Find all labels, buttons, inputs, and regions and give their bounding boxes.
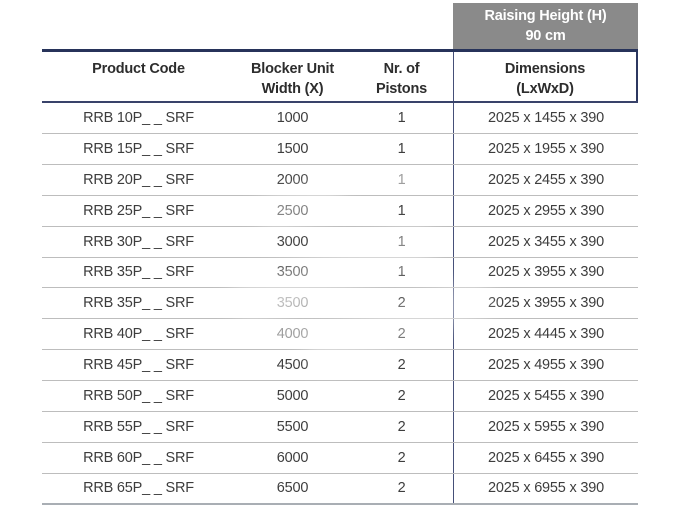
cell-blocker-width: 2000 bbox=[276, 171, 309, 188]
raising-height-value: 90 cm bbox=[525, 28, 566, 44]
cell-dimensions: 2025 x 3455 x 390 bbox=[453, 227, 638, 257]
cell-pistons: 1 bbox=[397, 140, 406, 157]
table-row bbox=[42, 412, 638, 443]
cell-pistons: 2 bbox=[397, 480, 406, 497]
table-row bbox=[42, 381, 638, 412]
cell-blocker-width: 2500 bbox=[276, 202, 309, 219]
cell-product-code: RRB 20P_ _ SRF bbox=[83, 171, 194, 188]
cell-dimensions: 2025 x 4445 x 390 bbox=[453, 319, 638, 349]
cell-product-code: RRB 60P_ _ SRF bbox=[83, 449, 194, 466]
cell-pistons: 2 bbox=[397, 295, 406, 312]
table-row bbox=[42, 103, 638, 134]
cell-pistons: 1 bbox=[397, 171, 406, 188]
cell-pistons: 1 bbox=[397, 233, 406, 250]
column-header-dimensions bbox=[453, 52, 638, 101]
cell-blocker-width: 4000 bbox=[276, 326, 309, 343]
table-row bbox=[42, 288, 638, 319]
cell-product-code: RRB 25P_ _ SRF bbox=[83, 202, 194, 219]
table-row bbox=[42, 350, 638, 381]
table-header-row bbox=[42, 49, 638, 103]
table-row bbox=[42, 227, 638, 258]
cell-product-code: RRB 30P_ _ SRF bbox=[83, 233, 194, 250]
cell-product-code: RRB 35P_ _ SRF bbox=[83, 295, 194, 312]
cell-product-code: RRB 10P_ _ SRF bbox=[83, 109, 194, 126]
cell-dimensions: 2025 x 2455 x 390 bbox=[453, 165, 638, 195]
cell-dimensions: 2025 x 5955 x 390 bbox=[453, 412, 638, 442]
cell-blocker-width: 1000 bbox=[276, 109, 309, 126]
cell-product-code: RRB 65P_ _ SRF bbox=[83, 480, 194, 497]
header-line: Blocker Unit bbox=[250, 61, 334, 77]
raising-height-header bbox=[453, 3, 638, 49]
cell-pistons: 1 bbox=[397, 264, 406, 281]
cell-blocker-width: 3000 bbox=[276, 233, 309, 250]
cell-dimensions: 2025 x 5455 x 390 bbox=[453, 381, 638, 411]
table-row bbox=[42, 258, 638, 289]
product-spec-table bbox=[42, 49, 638, 505]
cell-blocker-width: 5000 bbox=[276, 388, 309, 405]
cell-pistons: 2 bbox=[397, 388, 406, 405]
column-header-nr-of-pistons bbox=[350, 52, 453, 101]
cell-blocker-width: 3500 bbox=[276, 264, 309, 281]
cell-pistons: 2 bbox=[397, 419, 406, 436]
raising-height-label: Raising Height (H) bbox=[484, 8, 607, 24]
header-line: Nr. of bbox=[383, 61, 420, 77]
header-line: Pistons bbox=[376, 81, 427, 97]
cell-dimensions: 2025 x 6955 x 390 bbox=[453, 474, 638, 503]
cell-product-code: RRB 55P_ _ SRF bbox=[83, 419, 194, 436]
cell-blocker-width: 4500 bbox=[276, 357, 309, 374]
cell-product-code: RRB 35P_ _ SRF bbox=[83, 264, 194, 281]
cell-blocker-width: 1500 bbox=[276, 140, 309, 157]
cell-dimensions: 2025 x 1455 x 390 bbox=[453, 103, 638, 133]
cell-blocker-width: 6000 bbox=[276, 449, 309, 466]
table-row bbox=[42, 319, 638, 350]
table-row bbox=[42, 196, 638, 227]
cell-product-code: RRB 15P_ _ SRF bbox=[83, 140, 194, 157]
header-line: (LxWxD) bbox=[516, 81, 574, 97]
header-line: Dimensions bbox=[504, 61, 586, 77]
table-row bbox=[42, 134, 638, 165]
table-row bbox=[42, 165, 638, 196]
cell-dimensions: 2025 x 2955 x 390 bbox=[453, 196, 638, 226]
table-row bbox=[42, 474, 638, 505]
cell-dimensions: 2025 x 4955 x 390 bbox=[453, 350, 638, 380]
column-header-product-code bbox=[42, 52, 235, 101]
cell-product-code: RRB 50P_ _ SRF bbox=[83, 388, 194, 405]
column-header-blocker-unit-width bbox=[235, 52, 350, 101]
cell-pistons: 1 bbox=[397, 109, 406, 126]
cell-blocker-width: 6500 bbox=[276, 480, 309, 497]
cell-blocker-width: 5500 bbox=[276, 419, 309, 436]
header-line: Width (X) bbox=[261, 81, 324, 97]
cell-pistons: 2 bbox=[397, 357, 406, 374]
cell-dimensions: 2025 x 3955 x 390 bbox=[453, 258, 638, 288]
cell-dimensions: 2025 x 6455 x 390 bbox=[453, 443, 638, 473]
table-row bbox=[42, 443, 638, 474]
cell-dimensions: 2025 x 3955 x 390 bbox=[453, 288, 638, 318]
cell-dimensions: 2025 x 1955 x 390 bbox=[453, 134, 638, 164]
cell-product-code: RRB 40P_ _ SRF bbox=[83, 326, 194, 343]
cell-product-code: RRB 45P_ _ SRF bbox=[83, 357, 194, 374]
header-line: Product Code bbox=[92, 61, 185, 77]
table-body bbox=[42, 103, 638, 505]
cell-pistons: 2 bbox=[397, 326, 406, 343]
cell-pistons: 1 bbox=[397, 202, 406, 219]
cell-blocker-width: 3500 bbox=[276, 295, 309, 312]
cell-pistons: 2 bbox=[397, 449, 406, 466]
